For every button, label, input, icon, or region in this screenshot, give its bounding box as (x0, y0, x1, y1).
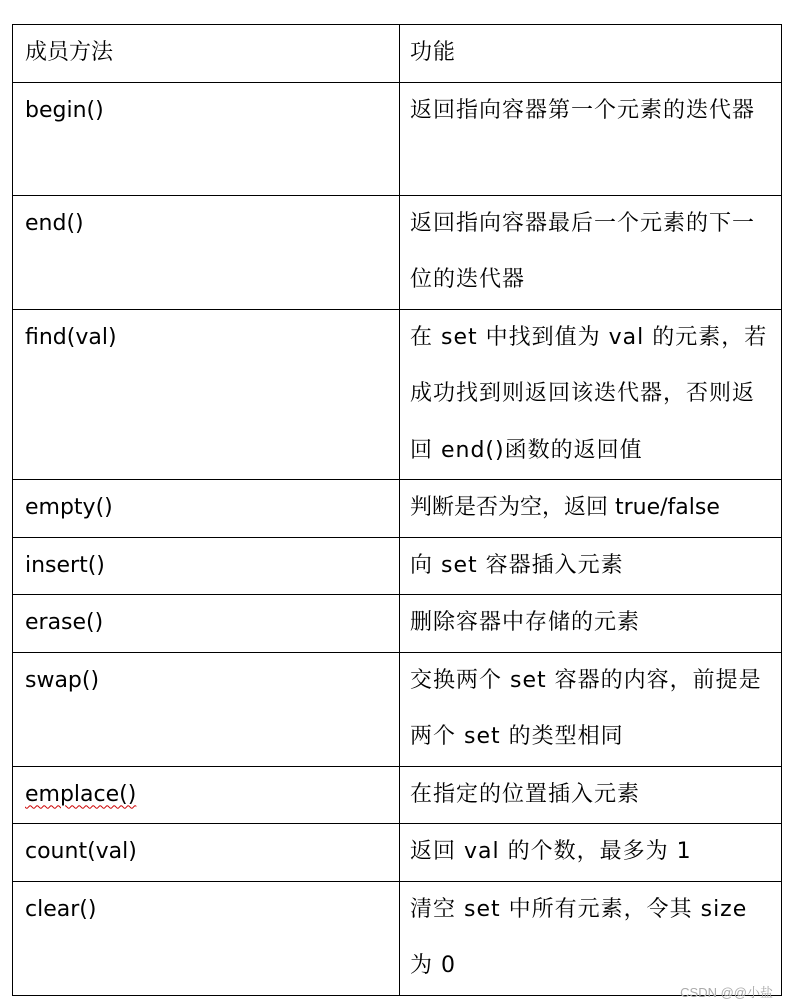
desc-cell: 在指定的位置插入元素 (400, 766, 782, 824)
set-methods-table (12, 24, 782, 996)
method-cell: clear() (13, 881, 400, 995)
table-row (13, 881, 782, 995)
header-method: 成员方法 (13, 25, 400, 83)
method-cell: empty() (13, 480, 400, 538)
header-function: 功能 (400, 25, 782, 83)
desc-cell: 清空 set 中所有元素，令其 size 为 0 (400, 881, 782, 995)
method-cell: begin() (13, 82, 400, 195)
table-row (13, 595, 782, 653)
desc-cell: 判断是否为空，返回 true/false (400, 480, 782, 538)
desc-cell: 向 set 容器插入元素 (400, 537, 782, 595)
table-row (13, 766, 782, 824)
method-cell: end() (13, 195, 400, 309)
desc-cell: 删除容器中存储的元素 (400, 595, 782, 653)
method-text-spellcheck: emplace() (25, 781, 137, 807)
desc-cell: 返回指向容器第一个元素的迭代器 (400, 82, 782, 195)
method-cell: erase() (13, 595, 400, 653)
method-cell: find(val) (13, 309, 400, 480)
table-row (13, 652, 782, 766)
desc-cell: 在 set 中找到值为 val 的元素，若成功找到则返回该迭代器，否则返回 end()函数的返回值 (400, 309, 782, 480)
table-row (13, 309, 782, 480)
table-row (13, 537, 782, 595)
watermark: CSDN @@小盐 (680, 985, 773, 1000)
desc-cell: 返回 val 的个数，最多为 1 (400, 824, 782, 882)
desc-cell: 交换两个 set 容器的内容，前提是两个 set 的类型相同 (400, 652, 782, 766)
desc-cell: 返回指向容器最后一个元素的下一位的迭代器 (400, 195, 782, 309)
method-cell (13, 766, 400, 824)
method-cell: insert() (13, 537, 400, 595)
method-cell: swap() (13, 652, 400, 766)
table-row (13, 480, 782, 538)
table-row (13, 824, 782, 882)
table-row (13, 195, 782, 309)
method-cell: count(val) (13, 824, 400, 882)
table-row (13, 82, 782, 195)
table-header-row (13, 25, 782, 83)
